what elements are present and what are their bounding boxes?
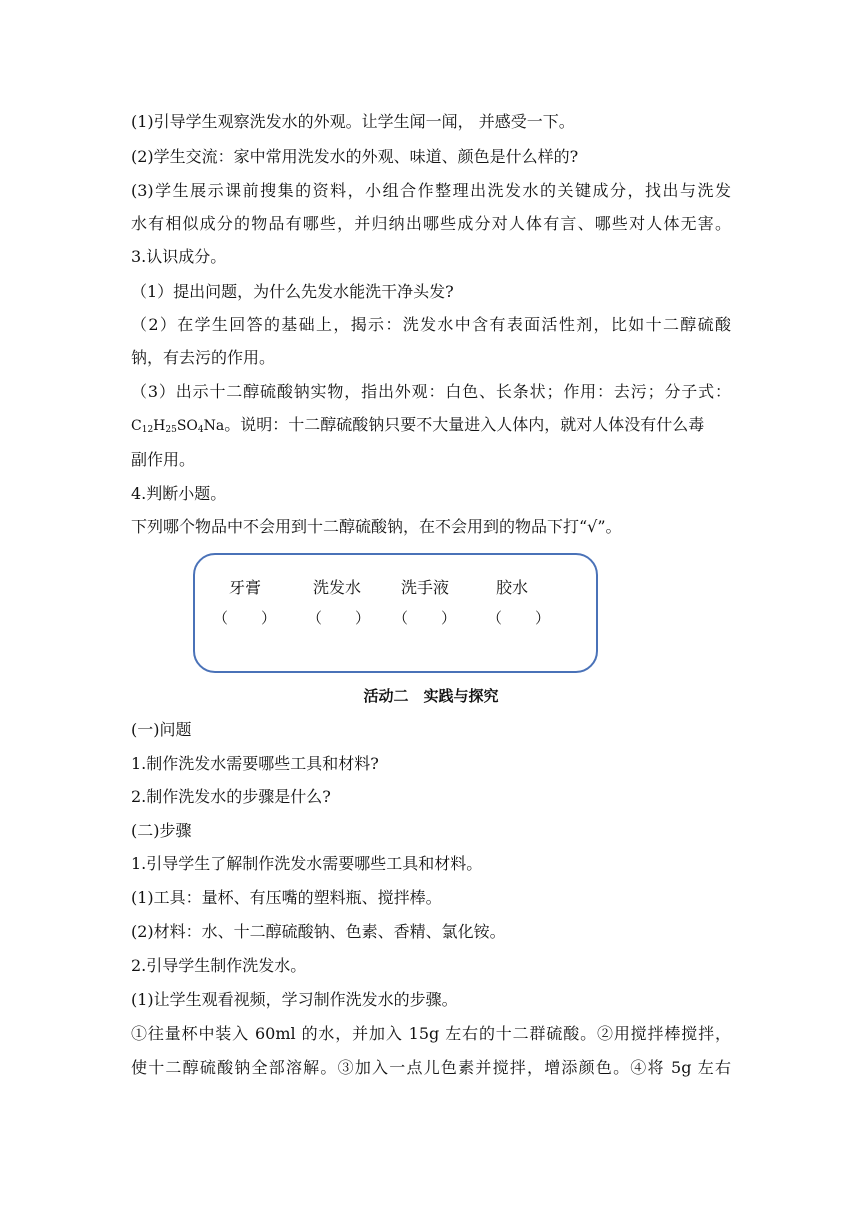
answer-blank-shampoo[interactable]: （ ） xyxy=(307,609,372,627)
quiz-box xyxy=(193,553,598,673)
quiz-item-glue: 胶水 xyxy=(496,578,529,597)
answer-blank-toothpaste[interactable]: （ ） xyxy=(213,609,278,627)
section-title-quiz: 4.判断小题。 xyxy=(131,484,227,503)
quiz-item-shampoo: 洗发水 xyxy=(313,578,362,597)
molecular-formula: $C_{12}H_{25}SO_4Na$ xyxy=(131,418,225,435)
paragraph-question: （1）提出问题，为什么先发水能洗干净头发? xyxy=(131,282,454,301)
paragraph-materials-line2: 水有相似成分的物品有哪些，并归纳出哪些成分对人体有言、哪些对人体无害。 xyxy=(131,214,731,233)
step-1: 1.引导学生了解制作洗发水需要哪些工具和材料。 xyxy=(131,854,483,873)
steps-title: (二)步骤 xyxy=(131,821,192,840)
answer-blank-handwash[interactable]: （ ） xyxy=(393,609,458,627)
problem-2: 2.制作洗发水的步骤是什么? xyxy=(131,787,331,806)
paragraph-observe: (1)引导学生观察洗发水的外观。让学生闻一闻， 并感受一下。 xyxy=(131,112,575,131)
answer-blank-glue[interactable]: （ ） xyxy=(487,609,552,627)
quiz-item-toothpaste: 牙膏 xyxy=(229,578,262,597)
paragraph-materials-line1: (3)学生展示课前搜集的资料，小组合作整理出洗发水的关键成分，找出与洗发 xyxy=(131,181,731,200)
explanation-text: 。说明：十二醇硫酸钠只要不大量进入人体内，就对人体没有什么毒 xyxy=(224,415,705,434)
step-1-tools: (1)工具：量杯、有压嘴的塑料瓶、搅拌棒。 xyxy=(131,888,442,907)
quiz-item-handwash: 洗手液 xyxy=(401,578,450,597)
paragraph-exchange: (2)学生交流：家中常用洗发水的外观、味道、颜色是什么样的? xyxy=(131,147,579,166)
problem-1: 1.制作洗发水需要哪些工具和材料? xyxy=(131,754,379,773)
section-title-ingredients: 3.认识成分。 xyxy=(131,247,227,266)
paragraph-show-line1: （3）出示十二醇硫酸钠实物，指出外观：白色、长条状；作用：去污；分子式： xyxy=(131,382,731,401)
paragraph-show-line3: 副作用。 xyxy=(131,450,196,469)
paragraph-show-line2 xyxy=(131,414,731,437)
quiz-instruction: 下列哪个物品中不会用到十二醇硫酸钠，在不会用到的物品下打“√”。 xyxy=(131,517,622,536)
problems-title: (一)问题 xyxy=(131,720,192,739)
step-2-procedure-line1: ①往量杯中装入 60ml 的水，并加入 15g 左右的十二群硫酸。②用搅拌棒搅拌， xyxy=(131,1024,731,1043)
step-1-materials: (2)材料：水、十二醇硫酸钠、色素、香精、氯化铵。 xyxy=(131,922,506,941)
paragraph-reveal-line2: 钠，有去污的作用。 xyxy=(131,348,276,367)
step-2-procedure-line2: 使十二醇硫酸钠全部溶解。③加入一点儿色素并搅拌，增添颜色。④将 5g 左右 xyxy=(131,1058,731,1077)
paragraph-reveal-line1: （2）在学生回答的基础上，揭示：洗发水中含有表面活性剂，比如十二醇硫酸 xyxy=(131,315,731,334)
step-2: 2.引导学生制作洗发水。 xyxy=(131,956,307,975)
activity-heading: 活动二 实践与探究 xyxy=(363,687,499,705)
step-2-video: (1)让学生观看视频，学习制作洗发水的步骤。 xyxy=(131,990,458,1009)
